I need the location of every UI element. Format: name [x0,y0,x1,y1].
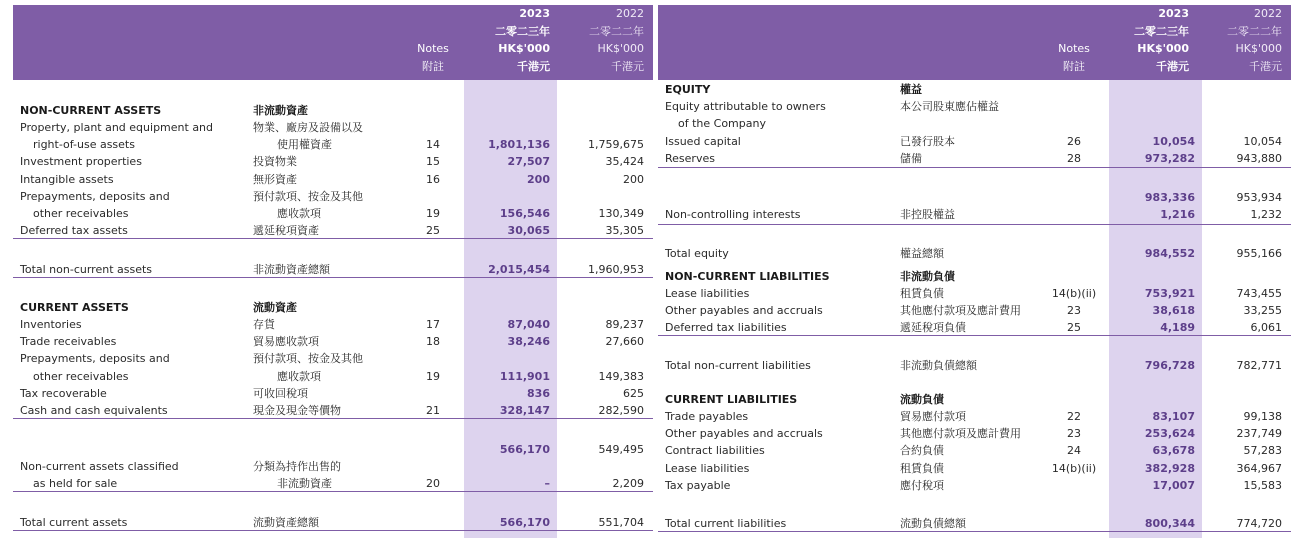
table-row [13,261,653,278]
row-label-en: Total non-current assets [20,263,153,276]
table-row [658,425,1291,442]
equity-header [658,5,1291,80]
row-label-zh: 投資物業 [253,155,297,168]
value-2023: 800,344 [1144,517,1195,530]
value-2022: 782,771 [1236,359,1282,372]
table-row [658,206,1291,223]
value-2022: 743,455 [1236,287,1282,300]
value-2022: 774,720 [1236,517,1282,530]
value-2022: 33,255 [1243,304,1282,317]
equity-liabilities-panel [658,5,1291,538]
row-label-zh: 遞延稅項負債 [900,321,966,334]
row-label-en: Lease liabilities [665,287,750,300]
note-ref: 16 [426,173,440,186]
row-label-en: right-of-use assets [33,138,135,151]
table-row [13,222,653,239]
row-label-zh: 非流動資產 [277,477,332,490]
table-row [13,316,653,333]
row-label-en: Non-controlling interests [665,208,801,221]
value-2023: 111,901 [499,370,550,383]
table-row [658,357,1291,374]
row-label-zh: 流動負債 [900,393,944,406]
note-ref: 23 [1067,304,1081,317]
value-2022: 943,880 [1236,152,1282,165]
note-ref: 26 [1067,135,1081,148]
table-row [13,205,653,222]
value-2023: 566,170 [499,516,550,529]
row-label-en: Non-current assets classified [20,460,179,473]
note-ref: 14(b)(ii) [1051,287,1097,300]
table-row [658,460,1291,477]
row-label-zh: 使用權資產 [277,138,332,151]
assets-panel [13,5,653,538]
note-ref: 15 [426,155,440,168]
value-2022: 364,967 [1236,462,1282,475]
row-label-zh: 權益總額 [900,247,944,260]
table-row [658,115,1291,132]
row-label-en: other receivables [33,370,129,383]
row-label-zh: 貿易應付款項 [900,410,966,423]
table-row [13,119,653,136]
divider [658,167,1291,168]
row-label-en: Equity attributable to owners [665,100,826,113]
value-2023: 30,065 [507,224,550,237]
row-label-en: NON-CURRENT LIABILITIES [665,270,830,283]
note-ref: 18 [426,335,440,348]
table-row [658,302,1291,319]
row-label-zh: 預付款項、按金及其他 [253,352,363,365]
value-2023: 38,618 [1152,304,1195,317]
row-label-zh: 非流動負債 [900,270,955,283]
note-ref: 14 [426,138,440,151]
row-label-en: of the Company [678,117,766,130]
row-label-en: Property, plant and equipment and [20,121,214,134]
value-2023: 10,054 [1152,135,1195,148]
row-label-en: Contract liabilities [665,444,765,457]
table-row [658,98,1291,115]
value-2023: 983,336 [1144,191,1195,204]
note-ref: 22 [1067,410,1081,423]
table-row [13,402,653,419]
value-2023: 566,170 [499,443,550,456]
value-2023: 796,728 [1144,359,1195,372]
table-row [13,171,653,188]
table-row [658,319,1291,336]
row-label-zh: 合約負債 [900,444,944,457]
note-ref: 25 [1067,321,1081,334]
row-label-zh: 無形資產 [253,173,297,186]
value-2022: 200 [623,173,644,186]
row-label-en: EQUITY [665,83,711,96]
note-ref: 14(b)(ii) [1051,462,1097,475]
table-row [13,514,653,531]
row-label-zh: 非流動負債總額 [900,359,977,372]
row-label-en: Total current assets [20,516,128,529]
table-row [658,81,1291,98]
value-2022: 625 [623,387,644,400]
assets-header [13,5,653,80]
value-2022: 35,424 [605,155,644,168]
row-label-zh: 應收款項 [277,207,321,220]
value-2023: 38,246 [507,335,550,348]
value-2022: 2,209 [612,477,644,490]
value-2022: 551,704 [598,516,644,529]
table-row [658,150,1291,167]
table-row [13,368,653,385]
value-2022: 89,237 [605,318,644,331]
value-2022: 237,749 [1236,427,1282,440]
row-label-zh: 物業、廠房及設備以及 [253,121,363,134]
row-label-en: Trade payables [665,410,749,423]
table-row [13,102,653,119]
table-row [13,475,653,492]
row-label-en: other receivables [33,207,129,220]
note-ref: 28 [1067,152,1081,165]
value-2022: 6,061 [1250,321,1282,334]
value-2022: 10,054 [1243,135,1282,148]
table-row [658,408,1291,425]
row-label-en: CURRENT ASSETS [20,301,129,314]
row-label-zh: 租賃負債 [900,287,944,300]
table-row [13,299,653,316]
value-2023: 328,147 [499,404,550,417]
value-2022: 953,934 [1236,191,1282,204]
value-2022: 27,660 [605,335,644,348]
row-label-en: Total current liabilities [665,517,787,530]
row-label-zh: 其他應付款項及應計費用 [900,304,1021,317]
table-row [13,385,653,402]
row-label-zh: 非控股權益 [900,208,955,221]
row-label-en: Prepayments, deposits and [20,190,170,203]
value-2022: 1,232 [1250,208,1282,221]
value-2023: 973,282 [1144,152,1195,165]
value-2023: 382,928 [1144,462,1195,475]
table-row [658,133,1291,150]
table-row [658,515,1291,532]
row-label-en: NON-CURRENT ASSETS [20,104,162,117]
row-label-en: Deferred tax assets [20,224,128,237]
row-label-zh: 本公司股東應佔權益 [900,100,999,113]
value-2023: 63,678 [1152,444,1195,457]
row-label-zh: 流動資產總額 [253,516,319,529]
row-label-zh: 可收回稅項 [253,387,308,400]
row-label-zh: 流動負債總額 [900,517,966,530]
value-2023: 1,801,136 [488,138,550,151]
note-ref: 21 [426,404,440,417]
row-label-zh: 預付款項、按金及其他 [253,190,363,203]
row-label-zh: 分類為持作出售的 [253,460,341,473]
year-2022-header: 2022 二零二二年 HK$'000 千港元 [589,7,644,73]
row-label-zh: 應付稅項 [900,479,944,492]
value-2022: 149,383 [598,370,644,383]
value-2022: 282,590 [598,404,644,417]
row-label-en: Reserves [665,152,715,165]
value-2023: 17,007 [1152,479,1195,492]
row-label-en: Inventories [20,318,82,331]
value-2023: 83,107 [1152,410,1195,423]
table-row [658,245,1291,262]
table-row [658,285,1291,302]
row-label-zh: 應收款項 [277,370,321,383]
value-2023: 984,552 [1144,247,1195,260]
value-2022: 99,138 [1243,410,1282,423]
value-2022: 549,495 [598,443,644,456]
year-2023-header: 2023 二零二三年 HK$'000 千港元 [495,7,550,73]
row-label-en: Issued capital [665,135,741,148]
table-row [658,442,1291,459]
note-ref: 25 [426,224,440,237]
row-label-zh: 權益 [900,83,922,96]
table-row [658,477,1291,494]
table-row [13,136,653,153]
row-label-en: Lease liabilities [665,462,750,475]
row-label-en: Intangible assets [20,173,114,186]
note-ref: 19 [426,370,440,383]
table-row [658,391,1291,408]
note-ref: 20 [426,477,440,490]
value-2023: 836 [527,387,550,400]
note-ref: 17 [426,318,440,331]
row-label-en: as held for sale [33,477,118,490]
table-row [13,333,653,350]
value-2022: 1,759,675 [588,138,644,151]
table-row [13,153,653,170]
row-label-zh: 貿易應收款項 [253,335,319,348]
row-label-zh: 非流動資產總額 [253,263,330,276]
value-2022: 955,166 [1236,247,1282,260]
row-label-en: Cash and cash equivalents [20,404,168,417]
row-label-en: Other payables and accruals [665,304,823,317]
note-ref: 19 [426,207,440,220]
table-row [13,350,653,367]
note-ref: 23 [1067,427,1081,440]
value-2023: 87,040 [507,318,550,331]
value-2023: 4,189 [1160,321,1195,334]
row-label-en: Deferred tax liabilities [665,321,787,334]
value-2022: 130,349 [598,207,644,220]
value-2023: 200 [527,173,550,186]
row-label-zh: 非流動資產 [253,104,308,117]
value-2022: 15,583 [1243,479,1282,492]
table-row [658,268,1291,285]
value-2023: 27,507 [507,155,550,168]
note-ref: 24 [1067,444,1081,457]
value-2022: 35,305 [605,224,644,237]
row-label-en: Total equity [665,247,729,260]
row-label-zh: 存貨 [253,318,275,331]
row-label-en: Total non-current liabilities [665,359,811,372]
value-2023: – [544,477,550,490]
row-label-en: Investment properties [20,155,142,168]
row-label-en: Trade receivables [20,335,117,348]
row-label-zh: 已發行股本 [900,135,955,148]
year-2022-header: 2022 二零二二年 HK$'000 千港元 [1227,7,1282,73]
row-label-en: Other payables and accruals [665,427,823,440]
value-2023: 156,546 [499,207,550,220]
table-row [13,188,653,205]
table-row [13,441,653,458]
row-label-zh: 租賃負債 [900,462,944,475]
row-label-en: Tax recoverable [20,387,107,400]
value-2023: 253,624 [1144,427,1195,440]
row-label-zh: 流動資產 [253,301,297,314]
notes-header: Notes 附註 [1058,42,1090,73]
row-label-en: CURRENT LIABILITIES [665,393,798,406]
row-label-zh: 其他應付款項及應計費用 [900,427,1021,440]
notes-header: Notes 附註 [417,42,449,73]
table-row [658,189,1291,206]
year-2023-header: 2023 二零二三年 HK$'000 千港元 [1134,7,1189,73]
value-2022: 57,283 [1243,444,1282,457]
row-label-zh: 儲備 [900,152,922,165]
value-2023: 2,015,454 [488,263,550,276]
row-label-en: Tax payable [665,479,731,492]
row-label-zh: 遞延稅項資產 [253,224,319,237]
value-2023: 1,216 [1160,208,1195,221]
value-2023: 753,921 [1144,287,1195,300]
divider [658,224,1291,225]
value-2022: 1,960,953 [588,263,644,276]
row-label-zh: 現金及現金等價物 [253,404,341,417]
row-label-en: Prepayments, deposits and [20,352,170,365]
table-row [13,458,653,475]
